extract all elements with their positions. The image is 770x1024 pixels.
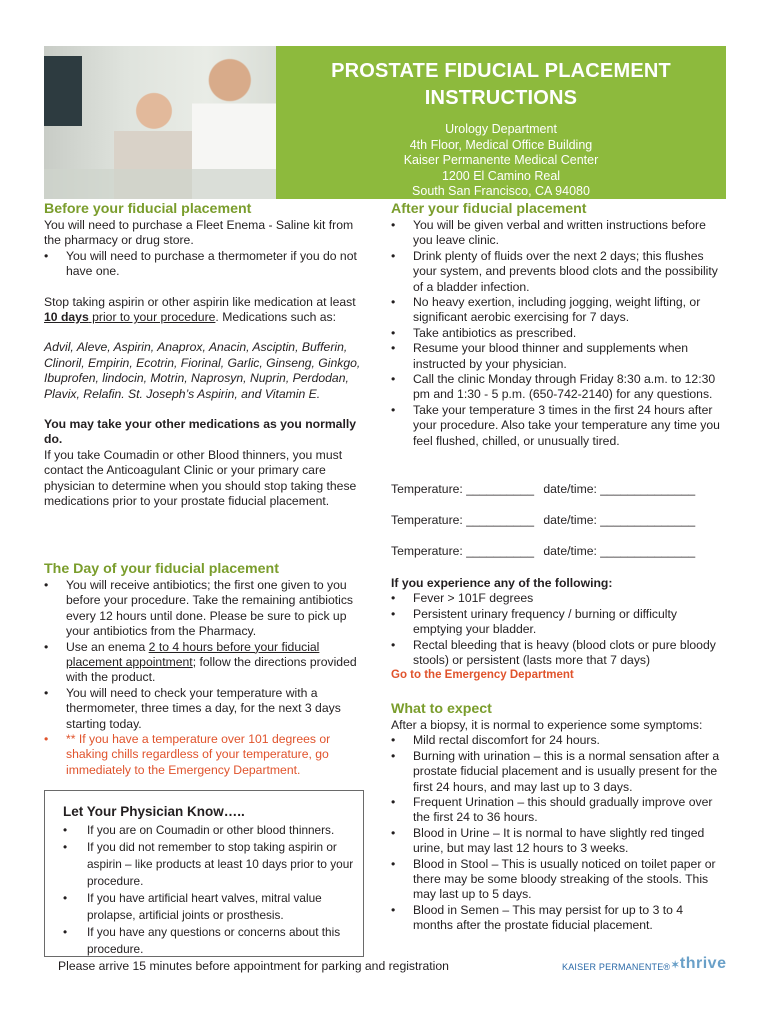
address-line: 1200 El Camino Real: [441, 168, 561, 183]
address-line: Kaiser Permanente Medical Center: [403, 153, 599, 167]
before-section: [44, 201, 369, 510]
monitor-shape: [44, 56, 82, 126]
header-photo: [44, 46, 276, 199]
expect-section: [391, 701, 726, 934]
list-item: • Call the clinic Monday through Friday 8:30 a.m. to 12:30 pm and 1:30 - 5 p.m. (650-742-2140) for any questions.: [391, 372, 726, 403]
before-para-aspirin: [44, 295, 369, 326]
day-heading: The Day of your fiducial placement: [44, 561, 279, 577]
day-section: [44, 561, 369, 778]
aspirin-text: Stop taking aspirin or other aspirin like medication at least: [44, 294, 356, 309]
prior-text: prior to your procedure: [88, 310, 216, 325]
datetime-label: date/time: ______________: [543, 544, 696, 558]
before-para-enema: You will need to purchase a Fleet Enema - Saline kit from the pharmacy or drug store.: [44, 218, 354, 248]
title-banner: [276, 46, 726, 199]
temperature-label: Temperature: __________: [391, 513, 534, 527]
list-item: • If you have artificial heart valves, mitral value prolapse, artificial joints or prosthesis.: [63, 890, 361, 924]
enema-timing-text: 2 to 4 hours before your fiducial placement appointment: [66, 639, 320, 670]
list-item: • Fever > 101F degrees: [391, 591, 726, 606]
experience-heading: If you experience any of the following:: [391, 576, 613, 590]
emergency-warning: • ** If you have a temperature over 101 degrees or shaking chills regardless of your temperature, go immediately to the Emergency Department.: [44, 732, 369, 778]
after-heading: After your fiducial placement: [391, 201, 587, 217]
list-item: • You will need to purchase a thermometer if you do not have one.: [44, 249, 369, 280]
list-item: • Persistent urinary frequency / burning or difficulty emptying your bladder.: [391, 607, 726, 638]
temperature-label: Temperature: __________: [391, 544, 534, 558]
list-item: • Take antibiotics as prescribed.: [391, 326, 726, 341]
temp-line-1: [391, 482, 726, 497]
list-item: • Burning with urination – this is a normal sensation after a prostate fiducial placement and is usually present for the first 24 hours, and may last up to 3 days.: [391, 749, 726, 795]
such-as-text: . Medications such as:: [215, 310, 336, 325]
list-item: • Blood in Semen – This may persist for up to 3 to 4 months after the prostate fiducial placement.: [391, 903, 726, 934]
list-item: • If you did not remember to stop taking aspirin or aspirin – like products at least 10 days prior to your procedure.: [63, 839, 361, 890]
box-list: [63, 822, 361, 958]
kaiser-logo-text: KAISER PERMANENTE®: [562, 962, 671, 972]
list-item: • If you have any questions or concerns about this procedure.: [63, 924, 361, 958]
enema-directions-text: ; follow the directions provided with the product.: [66, 655, 357, 685]
other-meds-note: You may take your other medications as you normally do.: [44, 417, 357, 447]
title-line2: INSTRUCTIONS: [424, 87, 578, 109]
physician-know-box: [44, 790, 364, 957]
list-item: • Take your temperature 3 times in the first 24 hours after your procedure. Also take your temperature any time you feel flushed, chilled, or unusually tired.: [391, 403, 726, 449]
datetime-label: date/time: ______________: [543, 513, 696, 527]
desk-shape: [44, 169, 276, 199]
list-item: • Drink plenty of fluids over the next 2 days; this flushes your system, and prevents blood clots and the possibility of a bladder infection.: [391, 249, 726, 295]
expect-heading: What to expect: [391, 701, 492, 717]
list-item: • You will receive antibiotics; the first one given to you before your procedure. Take the remaining antibiotics every 12 hours until done. Please be sure to pick up your antibiotics from the Pharmacy.: [44, 578, 369, 640]
temperature-label: Temperature: __________: [391, 482, 534, 496]
day-bullets: [44, 578, 369, 778]
thrive-logo-text: thrive: [679, 955, 727, 972]
list-item: • Resume your blood thinner and supplements when instructed by your physician.: [391, 341, 726, 372]
list-item: • You will need to check your temperature with a thermometer, three times a day, for the next 3 days starting today.: [44, 686, 369, 732]
arrival-note: Please arrive 15 minutes before appointment for parking and registration: [58, 959, 449, 973]
go-to-er-text: Go to the Emergency Department: [391, 669, 574, 682]
list-item: • Mild rectal discomfort for 24 hours.: [391, 733, 726, 748]
thrive-logo: [671, 955, 726, 973]
expect-bullets: [391, 733, 726, 933]
list-item: • Rectal bleeding that is heavy (blood clots or pure bloody stools) or persistent (lasts more that 7 days): [391, 638, 726, 669]
box-heading: Let Your Physician Know…..: [63, 804, 245, 819]
list-item: • No heavy exertion, including jogging, weight lifting, or significant aerobic exercising for 7 days.: [391, 295, 726, 326]
list-item: [44, 640, 369, 686]
before-bullets: [44, 249, 369, 280]
temp-line-3: [391, 544, 726, 559]
after-section: [391, 201, 726, 449]
coumadin-note: If you take Coumadin or other Blood thinners, you must contact the Anticoagulant Clinic or your primary care physician to determine when you should stop taking these medications prior to your prostate fiducial placement.: [44, 447, 357, 509]
address-line: South San Francisco, CA 94080: [412, 184, 590, 198]
before-heading: Before your fiducial placement: [44, 201, 252, 217]
thrive-icon: ✶: [671, 960, 680, 971]
list-item: • Blood in Urine – It is normal to have slightly red tinged urine, but may last 12 hours to 3 weeks.: [391, 826, 726, 857]
title-line1: PROSTATE FIDUCIAL PLACEMENT: [331, 60, 671, 82]
department-address: [276, 122, 726, 200]
ten-days-text: 10 days: [44, 310, 89, 325]
enema-text: Use an enema: [66, 639, 149, 654]
page-title: [276, 58, 726, 112]
datetime-label: date/time: ______________: [543, 482, 696, 496]
list-item: • If you are on Coumadin or other blood thinners.: [63, 822, 361, 839]
address-line: Urology Department: [445, 122, 557, 136]
list-item: • Blood in Stool – This is usually noticed on toilet paper or there may be some bloody streaking of the stools. This may last up to 5 days.: [391, 857, 726, 903]
experience-bullets: [391, 591, 726, 668]
list-item: • Frequent Urination – this should gradually improve over the first 24 to 36 hours.: [391, 795, 726, 826]
medication-list: Advil, Aleve, Aspirin, Anaprox, Anacin, Asciptin, Bufferin, Clinoril, Empirin, Ecotrin, Fiorinal, Garlic, Ginseng, Ginkgo, Ibuprofen, lindocin, Motrin, Naprosyn, Nuprin, Perdodan, Plavix, Relafin. St. Joseph’s Aspirin, and Vitamin E.: [44, 340, 361, 401]
experience-section: [391, 576, 726, 684]
temp-line-2: [391, 513, 726, 528]
address-line: 4th Floor, Medical Office Building: [409, 137, 593, 152]
list-item: • You will be given verbal and written instructions before you leave clinic.: [391, 218, 726, 249]
after-bullets: [391, 218, 726, 449]
expect-intro: After a biopsy, it is normal to experience some symptoms:: [391, 718, 703, 732]
